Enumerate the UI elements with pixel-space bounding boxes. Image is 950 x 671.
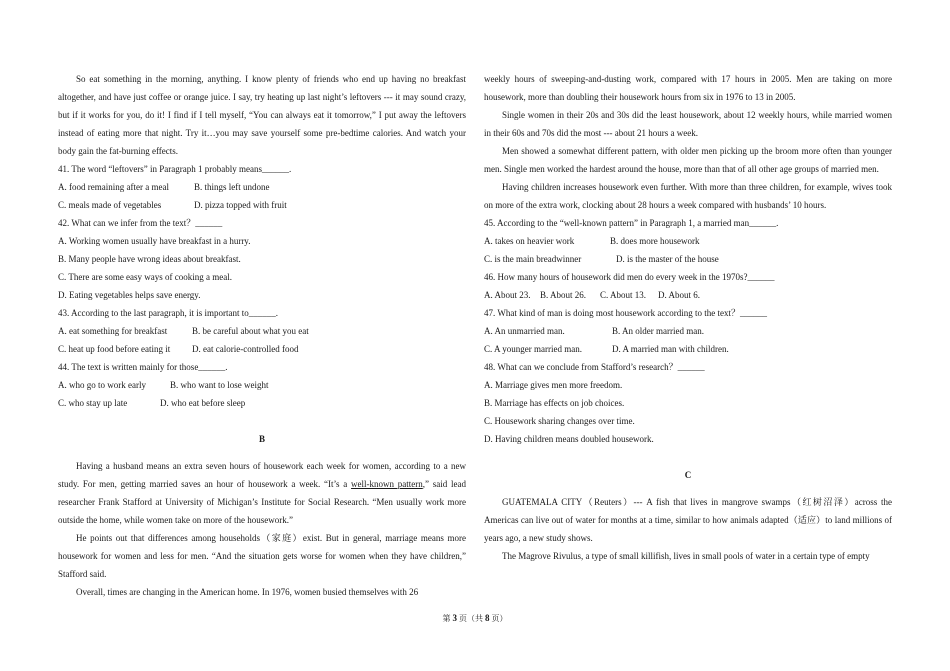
footer-page-number: 3	[452, 613, 457, 623]
option-43-a: A. eat something for breakfast	[58, 326, 168, 336]
question-43-options-cd	[58, 340, 466, 358]
option-45-d: D. is the master of the house	[616, 254, 719, 264]
option-47-c: C. A younger married man.	[484, 344, 582, 354]
option-41-a: A. food remaining after a meal	[58, 182, 169, 192]
section-b-heading: B	[258, 434, 265, 444]
passage-a-last-paragraph: So eat something in the morning, anything. I know plenty of friends who end up having no breakfast altogether, and have just coffee or orange juice. I say, try heating up last night’s leftovers --- it may sound crazy, but if it works for you, do it! I find if I tell myself, “You can always eat it tomorrow,” I put away the leftovers instead of eating more that night. Try it…you may save yourself some pre-bedtime calories. And watch your body gain the fat-burning effects.	[58, 74, 466, 156]
option-41-d: D. pizza topped with fruit	[194, 200, 287, 210]
option-41-b: B. things left undone	[194, 182, 270, 192]
option-42-a: A. Working women usually have breakfast in a hurry.	[58, 236, 251, 246]
option-45-b: B. does more housework	[610, 236, 700, 246]
option-42-b: B. Many people have wrong ideas about breakfast.	[58, 254, 241, 264]
question-46-stem: 46. How many hours of housework did men do every week in the 1970s?______	[484, 272, 775, 282]
option-45-c: C. is the main breadwinner	[484, 254, 582, 264]
option-44-a: A. who go to work early	[58, 380, 146, 390]
passage-b-paragraph-4: Single women in their 20s and 30s did the least housework, about 12 weekly hours, while married women in their 60s and 70s did the most --- about 21 hours a week.	[484, 110, 892, 138]
option-48-c: C. Housework sharing changes over time.	[484, 416, 635, 426]
question-43-stem: 43. According to the last paragraph, it is important to______.	[58, 308, 278, 318]
question-41-options-ab	[58, 178, 466, 196]
option-43-b: B. be careful about what you eat	[192, 326, 309, 336]
question-48-stem: 48. What can we conclude from Stafford’s research？______	[484, 362, 705, 372]
option-47-d: D. A married man with children.	[612, 344, 729, 354]
passage-b-paragraph-5: Men showed a somewhat different pattern, with older men picking up the broom more often than younger men. Single men worked the hardest around the house, more than that of all other age groups of married men.	[484, 146, 892, 174]
section-c-heading: C	[684, 470, 692, 480]
question-45-options-cd	[484, 250, 892, 268]
option-44-c: C. who stay up late	[58, 398, 128, 408]
question-46-options	[484, 286, 892, 304]
passage-b-p1-after: ,” said lead researcher Frank Stafford at University of Michigan’s Institute for Social Research. “Men usually work more outside the home, while women take on more of the housework.”	[58, 479, 467, 525]
option-46-c: C. About 13.	[600, 290, 647, 300]
option-44-d: D. who eat before sleep	[160, 398, 246, 408]
option-48-d: D. Having children means doubled housework.	[484, 434, 654, 444]
passage-b-paragraph-2: He points out that differences among households（家庭）exist. But in general, marriage means more housework for women and less for men. “And the situation gets worse for women when they have children,” Stafford said.	[58, 533, 466, 579]
passage-c-paragraph-1: GUATEMALA CITY（Reuters）--- A fish that lives in mangrove swamps（红树沼泽）across the Americas can live out of water for months at a time, similar to how animals adapted（适应）to land millions of years ago, a new study shows.	[484, 497, 892, 543]
option-47-b: B. An older married man.	[612, 326, 704, 336]
option-41-c: C. meals made of vegetables	[58, 200, 162, 210]
option-46-b: B. About 26.	[540, 290, 587, 300]
question-43-options-ab	[58, 322, 466, 340]
passage-b-paragraph-6: Having children increases housework even further. With more than three children, for example, wives took on more of the extra work, clocking about 28 hours a week compared with husbands’ 10 hours.	[484, 182, 892, 210]
question-44-options-cd	[58, 394, 466, 412]
option-43-c: C. heat up food before eating it	[58, 344, 171, 354]
question-42-stem: 42. What can we infer from the text？______	[58, 218, 223, 228]
option-45-a: A. takes on heavier work	[484, 236, 575, 246]
question-44-stem: 44. The text is written mainly for those______.	[58, 362, 228, 372]
question-45-options-ab	[484, 232, 892, 250]
footer-middle: 页（共	[459, 614, 483, 623]
question-41-stem: 41. The word “leftovers” in Paragraph 1 probably means______.	[58, 164, 292, 174]
passage-b-paragraph-3-continued: weekly hours of sweeping-and-dusting work, compared with 17 hours in 2005. Men are taking on more housework, more than doubling their housework hours from six in 1976 to 13 in 2005.	[484, 74, 892, 102]
page-footer	[0, 612, 950, 625]
option-42-d: D. Eating vegetables helps save energy.	[58, 290, 201, 300]
option-46-d: D. About 6.	[658, 290, 701, 300]
passage-b-paragraph-3: Overall, times are changing in the American home. In 1976, women busied themselves with 26	[76, 587, 419, 597]
passage-b-p1-before: Having a husband means an extra seven hours of housework each week for women, according to a new study. For men, getting married saves an hour of housework a week. “It’s a	[58, 461, 466, 489]
footer-suffix: 页）	[491, 614, 508, 623]
option-47-a: A. An unmarried man.	[484, 326, 565, 336]
question-47-options-cd	[484, 340, 892, 358]
option-48-a: A. Marriage gives men more freedom.	[484, 380, 623, 390]
option-48-b: B. Marriage has effects on job choices.	[484, 398, 625, 408]
option-43-d: D. eat calorie-controlled food	[192, 344, 299, 354]
footer-prefix: 第	[442, 614, 451, 623]
question-41-options-cd	[58, 196, 466, 214]
question-47-stem: 47. What kind of man is doing most housework according to the text？______	[484, 308, 768, 318]
right-column	[484, 70, 892, 565]
well-known-pattern-underlined: well-known pattern	[351, 479, 423, 489]
option-46-a: A. About 23.	[484, 290, 531, 300]
left-column	[58, 70, 466, 601]
question-44-options-ab	[58, 376, 466, 394]
passage-b-paragraph-1	[58, 457, 466, 529]
question-47-options-ab	[484, 322, 892, 340]
question-45-stem: 45. According to the “well-known pattern” in Paragraph 1, a married man______.	[484, 218, 779, 228]
passage-c-paragraph-2: The Magrove Rivulus, a type of small killifish, lives in small pools of water in a certain type of empty	[502, 551, 870, 561]
option-42-c: C. There are some easy ways of cooking a meal.	[58, 272, 233, 282]
option-44-b: B. who want to lose weight	[170, 380, 269, 390]
footer-total-pages: 8	[485, 613, 490, 623]
